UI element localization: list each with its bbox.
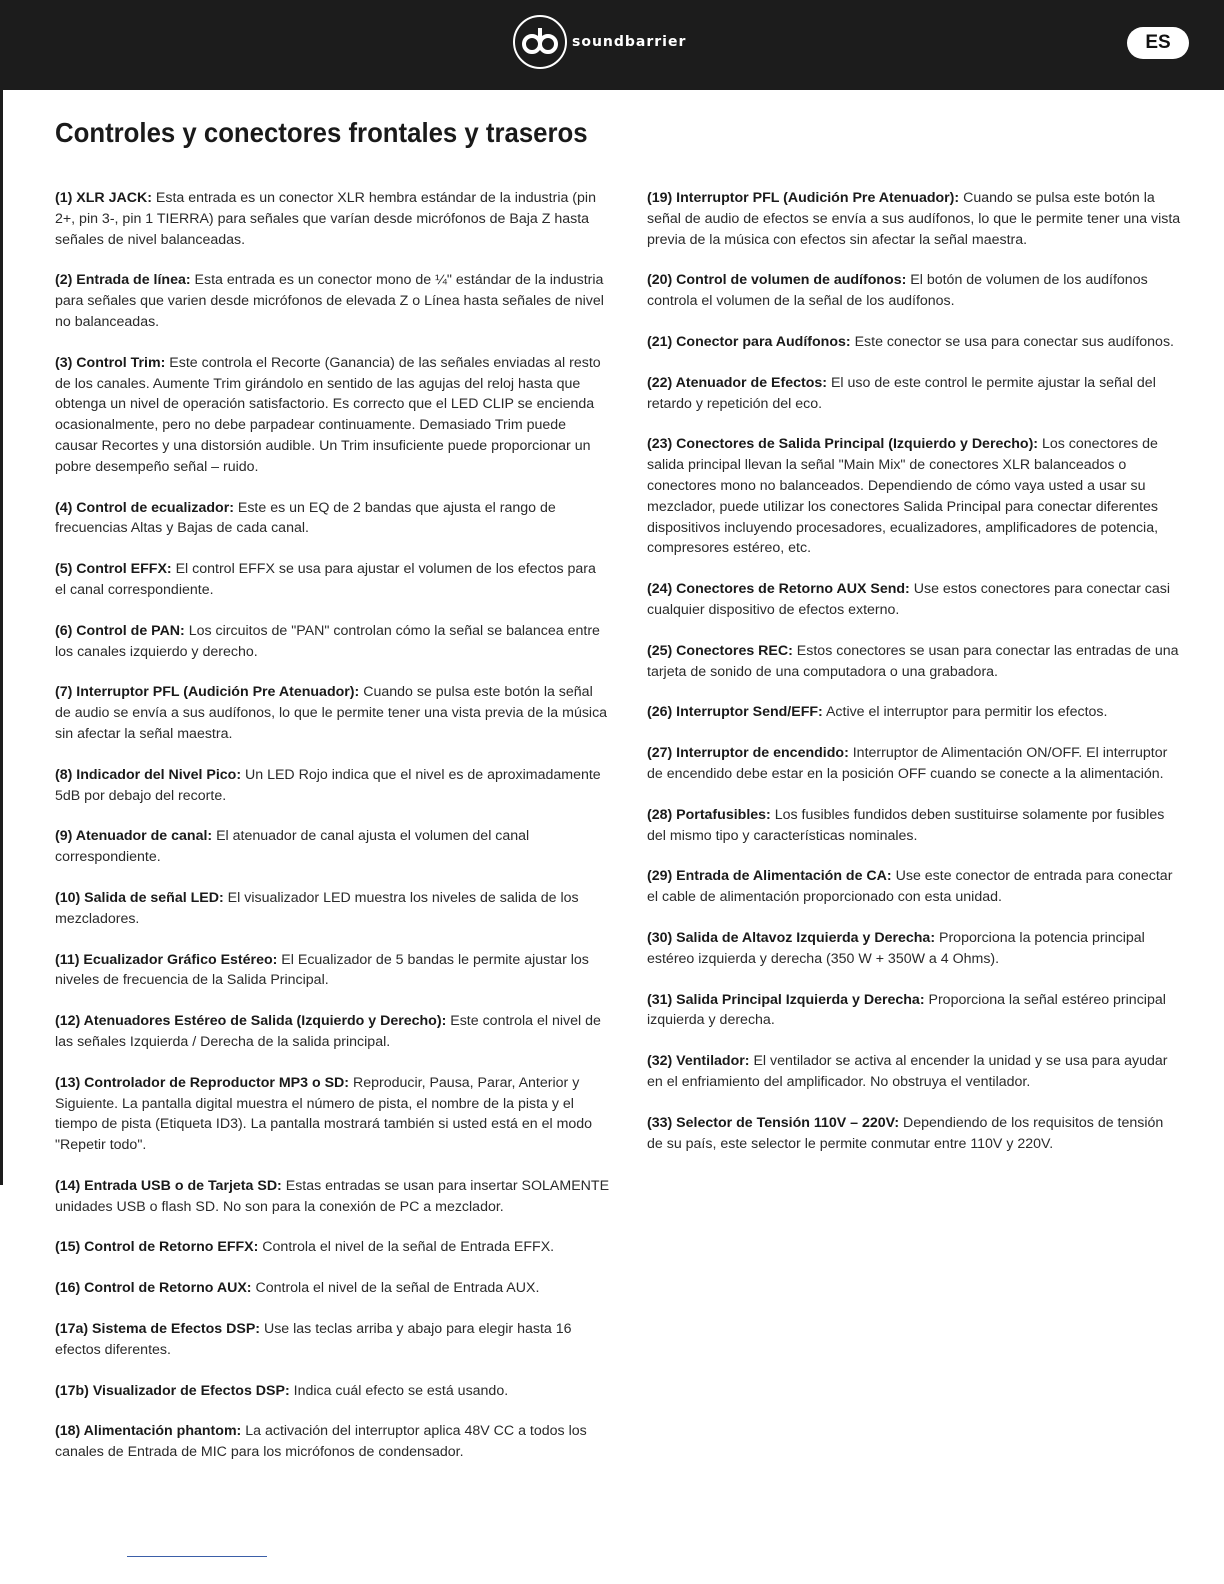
spec-item: [647, 805, 1182, 847]
spec-item: [55, 1176, 610, 1218]
spec-item-label: (29) Entrada de Alimentación de CA:: [647, 868, 892, 885]
spec-item-text: El control EFFX se usa para ajustar el volumen de los efectos para el canal correspondiente.: [55, 561, 596, 598]
spec-item: [55, 270, 610, 332]
left-column: [55, 188, 610, 1483]
spec-item: [55, 1319, 610, 1361]
spec-item-text: Proporciona la señal estéreo principal izquierda y derecha.: [647, 991, 1166, 1029]
spec-item: [55, 826, 610, 868]
spec-item-label: (6) Control de PAN:: [55, 622, 185, 639]
spec-item-text: Esta entrada es un conector mono de ¼" estándar de la industria para señales que varien desde micrófonos de elevada Z o Línea hasta señales de nivel no balanceadas.: [55, 272, 604, 330]
spec-item-label: (2) Entrada de línea:: [55, 272, 191, 289]
spec-item-text: Este controla el nivel de las señales Izquierda / Derecha de la salida principal.: [55, 1013, 601, 1050]
spec-item-text: Este es un EQ de 2 bandas que ajusta el rango de frecuencias Altas y Bajas de cada canal.: [55, 499, 556, 537]
spec-item-text: Cuando se pulsa este botón la señal de audio de efectos se envía a sus audífonos, lo que le permite tener una vista previa de la música con efectos sin afectar la señal maestra.: [647, 190, 1181, 248]
spec-item-label: (32) Ventilador:: [647, 1053, 750, 1070]
spec-item-label: (28) Portafusibles:: [647, 806, 771, 823]
spec-item-text: Los conectores de salida principal llevan la señal "Main Mix" de conectores XLR balanceados o conectores mono no balanceados. Dependiendo de cómo vaya usted a usar su mezclador, puede utilizar los conectores Salida Principal para conectar diferentes dispositivos incluyendo procesadores, ecualizadores, amplificadores de potencia, compresores estéreo, etc.: [647, 436, 1159, 557]
spec-item: [55, 765, 610, 807]
spec-item-label: (16) Control de Retorno AUX:: [55, 1280, 252, 1297]
spec-item: [55, 1073, 610, 1156]
spec-item: [647, 332, 1182, 353]
spec-item-text: Esta entrada es un conector XLR hembra estándar de la industria (pin 2+, pin 3-, pin 1 TIERRA) para señales que varían desde micrófonos de Baja Z hasta señales de nivel balanceadas.: [55, 190, 596, 248]
spec-item: [55, 353, 610, 478]
spec-item-label: (9) Atenuador de canal:: [55, 828, 213, 845]
spec-item: [647, 373, 1182, 415]
spec-item-label: (14) Entrada USB o de Tarjeta SD:: [55, 1177, 282, 1194]
spec-item-label: (8) Indicador del Nivel Pico:: [55, 766, 242, 783]
spec-item-text: Proporciona la potencia principal estéreo izquierda y derecha (350 W + 350W a 4 Ohms).: [647, 929, 1145, 967]
spec-item-text: Los fusibles fundidos deben sustituirse solamente por fusibles del mismo tipo y características nominales.: [647, 806, 1165, 844]
spec-item-label: (33) Selector de Tensión 110V – 220V:: [647, 1114, 900, 1131]
spec-item-text: Active el interruptor para permitir los efectos.: [822, 704, 1108, 721]
spec-item: [647, 1051, 1182, 1093]
spec-item: [647, 188, 1182, 250]
spec-item: [647, 743, 1182, 785]
spec-item: [647, 434, 1182, 559]
spec-item-label: (3) Control Trim:: [55, 354, 166, 371]
language-badge[interactable]: ES: [1127, 27, 1189, 59]
spec-item: [55, 498, 610, 540]
spec-item-text: El uso de este control le permite ajustar la señal del retardo y repetición del eco.: [647, 374, 1156, 412]
spec-item-label: (1) XLR JACK:: [55, 190, 152, 206]
spec-item: [55, 1381, 610, 1402]
spec-item: [647, 702, 1182, 723]
spec-item-label: (25) Conectores REC:: [647, 642, 793, 659]
spec-item-label: (19) Interruptor PFL (Audición Pre Atenuador):: [647, 190, 960, 206]
spec-item: [55, 621, 610, 663]
spec-item-label: (18) Alimentación phantom:: [55, 1423, 242, 1440]
sb-logo-icon: [512, 14, 568, 70]
spec-item: [55, 1011, 610, 1053]
spec-item: [647, 641, 1182, 683]
spec-item: [55, 559, 610, 601]
spec-item-text: Controla el nivel de la señal de Entrada EFFX.: [258, 1239, 555, 1256]
spec-item: [647, 990, 1182, 1032]
spec-item-label: (31) Salida Principal Izquierda y Derecha:: [647, 991, 925, 1008]
spec-item: [647, 928, 1182, 970]
spec-item-text: La activación del interruptor aplica 48V CC a todos los canales de Entrada de MIC para los micrófonos de condensador.: [55, 1423, 587, 1461]
header-bar: [0, 0, 1224, 90]
spec-item-label: (10) Salida de señal LED:: [55, 889, 224, 906]
spec-item-text: Controla el nivel de la señal de Entrada AUX.: [251, 1280, 540, 1297]
spec-item: [55, 1237, 610, 1258]
spec-item-text: Use estos conectores para conectar casi cualquier dispositivo de efectos externo.: [647, 581, 1171, 618]
spec-item-text: Un LED Rojo indica que el nivel es de aproximadamente 5dB por debajo del recorte.: [55, 766, 601, 804]
spec-item: [55, 950, 610, 992]
spec-item-text: Estos conectores se usan para conectar las entradas de una tarjeta de sonido de una computadora o una grabadora.: [647, 642, 1179, 680]
spec-item-label: (17b) Visualizador de Efectos DSP:: [55, 1382, 290, 1399]
spec-item-label: (4) Control de ecualizador:: [55, 499, 234, 516]
spec-item-text: Este controla el Recorte (Ganancia) de las señales enviadas al resto de los canales. Aumente Trim girándolo en sentido de las agujas del reloj hasta que obtenga un nivel de operación satisfactorio. Es correcto que el LED CLIP se encienda ocasionalmente, pero no debe parpadear continuamente. Demasiado Trim puede causar Recortes y una distorsión audible. Un Trim insuficiente puede proporcionar un pobre desempeño señal – ruido.: [55, 354, 601, 475]
spec-item-text: El botón de volumen de los audífonos controla el volumen de la señal de los audífonos.: [647, 272, 1148, 310]
spec-item-label: (21) Conector para Audífonos:: [647, 333, 851, 350]
spec-item-text: Indica cuál efecto se está usando.: [289, 1382, 509, 1399]
spec-item-label: (26) Interruptor Send/EFF:: [647, 704, 823, 721]
spec-item-text: Use este conector de entrada para conectar el cable de alimentación proporcionado con esta unidad.: [647, 868, 1173, 906]
left-edge-rule: [0, 90, 3, 1185]
spec-item: [647, 866, 1182, 908]
brand-logo: [512, 14, 686, 70]
spec-item-text: El visualizador LED muestra los niveles de salida de los mezcladores.: [55, 889, 579, 927]
spec-item: [55, 1421, 610, 1463]
spec-item-text: Estas entradas se usan para insertar SOLAMENTE unidades USB o flash SD. No son para la conexión de PC a mezclador.: [55, 1177, 610, 1215]
spec-item-text: El Ecualizador de 5 bandas le permite ajustar los niveles de frecuencia de la Salida Principal.: [55, 951, 589, 989]
spec-item: [647, 1113, 1182, 1155]
spec-item-text: Este conector se usa para conectar sus audífonos.: [850, 333, 1174, 350]
spec-item-text: Interruptor de Alimentación ON/OFF. El interruptor de encendido debe estar en la posición OFF cuando se conecte a la alimentación.: [647, 745, 1168, 782]
spec-item: [55, 888, 610, 930]
spec-item-label: (5) Control EFFX:: [55, 561, 172, 578]
footer-link-line: [127, 1556, 267, 1557]
spec-item: [647, 270, 1182, 312]
spec-item: [55, 682, 610, 744]
spec-item-label: (17a) Sistema de Efectos DSP:: [55, 1321, 261, 1338]
spec-item-label: (7) Interruptor PFL (Audición Pre Atenuador):: [55, 684, 360, 701]
spec-item-text: El atenuador de canal ajusta el volumen del canal correspondiente.: [55, 828, 530, 866]
spec-item-text: Dependiendo de los requisitos de tensión de su país, este selector le permite conmutar entre 110V y 220V.: [647, 1114, 1164, 1152]
spec-item-label: (23) Conectores de Salida Principal (Izquierdo y Derecho):: [647, 436, 1039, 453]
spec-item-label: (20) Control de volumen de audífonos:: [647, 272, 907, 289]
spec-item: [55, 188, 610, 250]
spec-item-label: (12) Atenuadores Estéreo de Salida (Izquierdo y Derecho):: [55, 1013, 447, 1030]
spec-item-label: (11) Ecualizador Gráfico Estéreo:: [55, 951, 278, 968]
spec-item-label: (15) Control de Retorno EFFX:: [55, 1239, 259, 1256]
page-title: Controles y conectores frontales y traseros: [55, 117, 588, 148]
brand-name: soundbarrier: [572, 34, 687, 50]
right-column: [647, 188, 1182, 1174]
spec-item-text: Los circuitos de "PAN" controlan cómo la señal se balancea entre los canales izquierdo y derecho.: [55, 622, 600, 660]
spec-item-text: Use las teclas arriba y abajo para elegir hasta 16 efectos diferentes.: [55, 1321, 572, 1358]
spec-item-label: (13) Controlador de Reproductor MP3 o SD:: [55, 1074, 350, 1091]
spec-item-label: (30) Salida de Altavoz Izquierda y Derecha:: [647, 929, 936, 946]
spec-item-label: (24) Conectores de Retorno AUX Send:: [647, 581, 910, 598]
spec-item: [55, 1278, 610, 1299]
spec-item: [647, 579, 1182, 621]
spec-item-text: Cuando se pulsa este botón la señal de audio se envía a sus audífonos, lo que le permite tener una vista previa de la música sin afectar la señal maestra.: [55, 684, 608, 742]
spec-item-label: (27) Interruptor de encendido:: [647, 745, 849, 762]
spec-item-text: El ventilador se activa al encender la unidad y se usa para ayudar en el enfriamiento del amplificador. No obstruya el ventilador.: [647, 1053, 1168, 1090]
spec-item-text: Reproducir, Pausa, Parar, Anterior y Siguiente. La pantalla digital muestra el número de pista, el nombre de la pista y el tiempo de pista (Etiqueta ID3). La pantalla mostrará también si usted está en el modo "Repetir todo".: [55, 1074, 593, 1154]
spec-item-label: (22) Atenuador de Efectos:: [647, 374, 827, 391]
